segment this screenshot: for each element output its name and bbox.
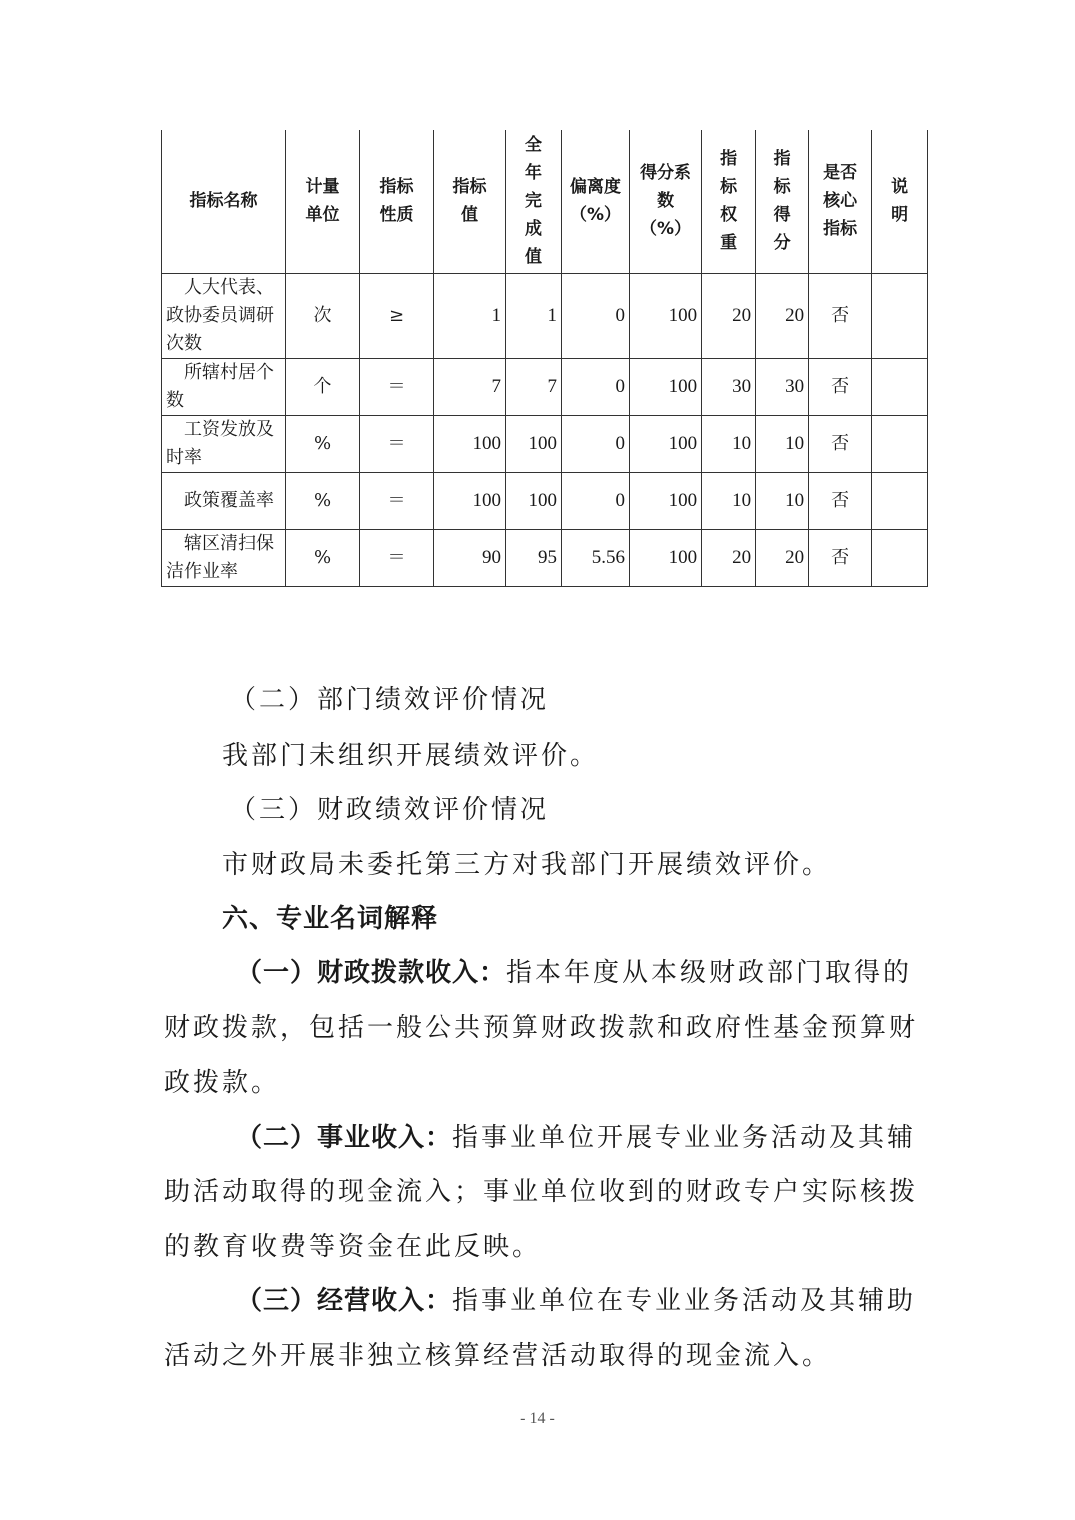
cell-core: 否 <box>809 358 872 415</box>
cell-actual: 100 <box>506 415 562 472</box>
cell-target: 90 <box>434 529 506 586</box>
cell-actual: 95 <box>506 529 562 586</box>
table-row <box>162 273 928 358</box>
cell-actual: 1 <box>506 273 562 358</box>
cell-name: 政策覆盖率 <box>162 472 286 529</box>
header-score: 指标得分 <box>756 130 809 273</box>
term-2-text: 指事业单位开展专业业务活动及其辅 <box>452 1123 917 1153</box>
term-2-line-1 <box>236 1123 916 1153</box>
cell-weight: 20 <box>702 273 756 358</box>
cell-coefficient: 100 <box>630 358 702 415</box>
cell-target: 100 <box>434 415 506 472</box>
cell-weight: 10 <box>702 415 756 472</box>
glossary-heading: 六、专业名词解释 <box>222 904 439 934</box>
header-unit: 计量单位 <box>286 130 360 273</box>
cell-nature: ＝ <box>360 358 434 415</box>
cell-unit: % <box>286 472 360 529</box>
cell-core: 否 <box>809 415 872 472</box>
term-3-label: （三）经营收入： <box>236 1286 453 1316</box>
cell-note <box>872 415 928 472</box>
cell-deviation: 5.56 <box>562 529 630 586</box>
cell-target: 7 <box>434 358 506 415</box>
header-indicator-name: 指标名称 <box>162 130 286 273</box>
performance-indicator-table <box>161 130 928 587</box>
cell-coefficient: 100 <box>630 472 702 529</box>
header-actual-value: 全年完成值 <box>506 130 562 273</box>
cell-name: 辖区清扫保洁作业率 <box>162 529 286 586</box>
page-number: - 14 - <box>520 1410 555 1427</box>
cell-score: 20 <box>756 273 809 358</box>
cell-deviation: 0 <box>562 472 630 529</box>
term-2-label: （二）事业收入： <box>236 1123 453 1153</box>
term-1-label: （一）财政拨款收入： <box>236 958 507 988</box>
term-1-line-1 <box>236 958 912 988</box>
table-row <box>162 358 928 415</box>
cell-core: 否 <box>809 472 872 529</box>
term-1-text: 指本年度从本级财政部门取得的 <box>506 958 913 988</box>
cell-weight: 30 <box>702 358 756 415</box>
cell-nature: ≥ <box>360 273 434 358</box>
cell-deviation: 0 <box>562 273 630 358</box>
cell-target: 100 <box>434 472 506 529</box>
table-row <box>162 472 928 529</box>
cell-unit: % <box>286 529 360 586</box>
term-1-line-3: 政拨款。 <box>164 1068 281 1098</box>
cell-target: 1 <box>434 273 506 358</box>
cell-coefficient: 100 <box>630 529 702 586</box>
term-2-line-2: 助活动取得的现金流入；事业单位收到的财政专户实际核拨 <box>164 1177 919 1207</box>
header-note: 说明 <box>872 130 928 273</box>
fin-eval-text: 市财政局未委托第三方对我部门开展绩效评价。 <box>222 850 832 880</box>
cell-note <box>872 472 928 529</box>
term-3-line-1 <box>236 1286 916 1316</box>
cell-core: 否 <box>809 529 872 586</box>
cell-coefficient: 100 <box>630 273 702 358</box>
cell-actual: 7 <box>506 358 562 415</box>
cell-score: 20 <box>756 529 809 586</box>
cell-unit: 个 <box>286 358 360 415</box>
cell-name: 人大代表、政协委员调研次数 <box>162 273 286 358</box>
table-row <box>162 415 928 472</box>
cell-name: 所辖村居个数 <box>162 358 286 415</box>
cell-coefficient: 100 <box>630 415 702 472</box>
cell-weight: 20 <box>702 529 756 586</box>
term-1-line-2: 财政拨款，包括一般公共预算财政拨款和政府性基金预算财 <box>164 1013 919 1043</box>
header-target-value: 指标值 <box>434 130 506 273</box>
header-is-core: 是否核心指标 <box>809 130 872 273</box>
term-3-line-2: 活动之外开展非独立核算经营活动取得的现金流入。 <box>164 1341 832 1371</box>
cell-weight: 10 <box>702 472 756 529</box>
cell-note <box>872 358 928 415</box>
cell-name: 工资发放及时率 <box>162 415 286 472</box>
dept-eval-heading: （二）部门绩效评价情况 <box>230 685 550 715</box>
dept-eval-text: 我部门未组织开展绩效评价。 <box>222 741 600 771</box>
cell-nature: ＝ <box>360 472 434 529</box>
table-row <box>162 529 928 586</box>
cell-score: 10 <box>756 415 809 472</box>
cell-note <box>872 273 928 358</box>
header-score-coefficient: 得分系数（%） <box>630 130 702 273</box>
cell-unit: % <box>286 415 360 472</box>
term-2-line-3: 的教育收费等资金在此反映。 <box>164 1232 542 1262</box>
cell-deviation: 0 <box>562 415 630 472</box>
cell-core: 否 <box>809 273 872 358</box>
table-header-row <box>162 130 928 273</box>
header-weight: 指标权重 <box>702 130 756 273</box>
header-deviation: 偏离度（%） <box>562 130 630 273</box>
cell-actual: 100 <box>506 472 562 529</box>
fin-eval-heading: （三）财政绩效评价情况 <box>230 795 550 825</box>
cell-score: 30 <box>756 358 809 415</box>
cell-note <box>872 529 928 586</box>
cell-nature: ＝ <box>360 529 434 586</box>
header-nature: 指标性质 <box>360 130 434 273</box>
cell-deviation: 0 <box>562 358 630 415</box>
cell-unit: 次 <box>286 273 360 358</box>
cell-nature: ＝ <box>360 415 434 472</box>
cell-score: 10 <box>756 472 809 529</box>
term-3-text: 指事业单位在专业业务活动及其辅助 <box>452 1286 917 1316</box>
